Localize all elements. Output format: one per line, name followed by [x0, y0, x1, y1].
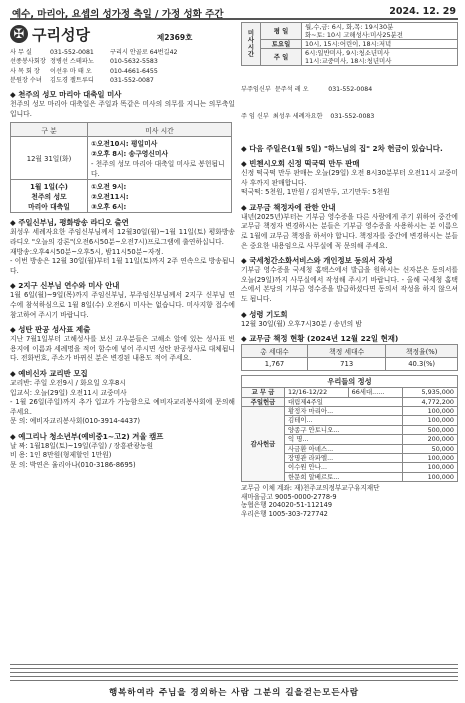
- contact-row: [10, 76, 235, 85]
- contact-row: [10, 67, 235, 76]
- mass-item: ③오후 6시:: [91, 203, 127, 212]
- cross-icon: ✠: [10, 25, 28, 43]
- donor-name: 양종구 안토니오...: [285, 425, 403, 434]
- offering-table: [241, 375, 458, 482]
- mass-schedule: [241, 22, 458, 66]
- parish-logo: [10, 22, 235, 46]
- donor-name: 장명관 라파엘...: [285, 453, 403, 462]
- section-title: ◆ 국세청간소화서비스와 개인정보 동의서 작성: [241, 256, 393, 266]
- section-second-collection: [241, 144, 458, 154]
- section-title: ◆ 예그리나 청소년부(예비중1~고2) 겨울 캠프: [10, 431, 164, 441]
- section-body: 12월 30일(월) 오후7시30분 / 송년의 밤: [241, 319, 362, 328]
- mass-row-label: 12월 31일(화): [11, 137, 88, 180]
- donor-name: 한문희 알베르토...: [285, 472, 403, 481]
- mass-table: [10, 122, 232, 213]
- donor-amount: 100,000: [403, 472, 458, 481]
- section-camp: [10, 432, 235, 471]
- offering-label: 교 무 금: [242, 388, 285, 397]
- section-training: [10, 281, 235, 320]
- donor-amount: 50,000: [403, 444, 458, 453]
- stat-header: 책정율(%): [386, 345, 458, 358]
- donor-name: 익 명...: [285, 435, 403, 444]
- contact-cell: 이선우 마 태 오: [50, 67, 92, 75]
- stat-value: 1,767: [242, 358, 308, 371]
- hymn-footer: [10, 656, 458, 698]
- section-body: 최성우 세례자요한 주임신부님께서 12월30일(월)~1월 11일(토) 평화방송 라디오 "오늘의 강론"(오전6시50분~오전7시)프로그램에 출연하십니다. 재방송:오후4시50분~오후5시, 밤11시50분~자정. - 이번 방송은 12월 30일(월)부터 1월 11일(토)까지 2주 연속으로 방송됩니다.: [10, 228, 235, 275]
- donor-amount: 100,000: [403, 406, 458, 415]
- section-title: ◆ 2지구 신부님 연수와 미사 안내: [10, 281, 120, 291]
- thanks-row: [242, 406, 458, 415]
- hymn-lyric: 행복하여라 주님을 경외하는 사람 그분의 길을걷는모든사람: [108, 688, 360, 698]
- section-body: 1월 6일(월)~9일(목)까지 주임신부님, 부주임신부님께서 2지구 신부님 연수에 참석하심으로 1월 8일(수) 오전6시 미사는 없습니다. 미사지향 접수에 참고하여 주시기 바랍니다.: [10, 291, 235, 319]
- offering-period: 12/16-12/22: [285, 388, 349, 397]
- section-title: ◆ 주일신부님, 평화방송 라디오 출연: [10, 218, 129, 228]
- section-title: ◆ 교무금 책정 현황 (2024년 12월 22일 현재): [241, 334, 399, 344]
- issue-number: 제2369호: [157, 33, 193, 42]
- offering-amount: 5,935,000: [403, 388, 458, 397]
- contact-row: [10, 57, 235, 66]
- schedule-side-label: 미사시간: [242, 23, 261, 66]
- donor-amount: 200,000: [403, 435, 458, 444]
- contact-cell: 정병선 스테파노: [50, 58, 94, 66]
- donor-amount: 100,000: [403, 463, 458, 472]
- mass-item: - 천주의 성모 마리아 대축일 미사로 봉헌됩니다.: [91, 160, 225, 179]
- contact-row: [10, 48, 235, 57]
- section-title: ◆ 천주의 성모 마리아 대축일 미사: [10, 90, 122, 100]
- donor-name: 이수원 안나...: [285, 463, 403, 472]
- parish-name: 구리성당: [32, 25, 90, 44]
- donor-name: 황정자 마리아...: [285, 406, 403, 415]
- contact-cell: 구리시 안골로 64번길42: [110, 49, 178, 56]
- mass-item: ②오후 8시: 송구영신미사: [91, 150, 169, 159]
- contact-cell: 사 목 회 장: [10, 67, 40, 75]
- schedule-text: 6시:일반미사, 9시:청소년미사 11시:교중미사, 18시:청년미사: [302, 49, 458, 66]
- contact-cell: 031-552-0087: [110, 76, 154, 84]
- section-title: ◆ 예비신자 교리반 모집: [10, 368, 88, 378]
- clergy-contacts: [241, 67, 458, 139]
- mass-col-header: 구 분: [11, 123, 88, 137]
- mass-item: ①오전 9시:: [91, 183, 127, 192]
- stat-value: 40.3(%): [386, 358, 458, 371]
- section-title: ◆ 다음 주일은(1월 5일) "하느님의 집" 2차 헌금이 있습니다.: [241, 144, 443, 153]
- section-pledge-notice: [241, 203, 458, 251]
- stat-value: 713: [308, 358, 386, 371]
- contact-cell: 사 무 실: [10, 49, 32, 56]
- section-title: ◆ 빈첸시오회 신정 떡국떡 만두 판매: [241, 159, 360, 168]
- section-body: 날 짜: 1월18일(토)~19일(주일) / 장흥관광농원 비 용: 1인 8만원(형제할인 1만원) 문 의: 박연은 율리아나(010-3186-8695): [10, 441, 154, 470]
- parish-contacts: [10, 48, 235, 85]
- contact-cell: 김도경 젤트루디: [50, 76, 94, 84]
- schedule-text: 월,수,금: 6시, 화,목: 19시30분 화~토: 10시 고해성사:미사25분전: [302, 23, 458, 40]
- contact-line: 주 임 신부 최성우 세례자요한 031-552-0083: [241, 113, 375, 120]
- mass-item: ①오전10시: 평일미사: [91, 140, 158, 149]
- section-title: ◆ 성탄 판공 성사표 제출: [10, 325, 91, 335]
- page-title: 예수, 마리아, 요셉의 성가정 축일 / 가정 성화 주간: [12, 9, 224, 20]
- contact-cell: 분원장 수녀: [10, 76, 42, 84]
- header-bar: [10, 6, 458, 20]
- contact-cell: 010-5632-5583: [110, 58, 158, 66]
- mass-row-times: [88, 180, 232, 213]
- stat-header: 총 세대수: [242, 345, 308, 358]
- offering-note: 66세대......: [348, 388, 403, 397]
- section-radio: [10, 218, 235, 276]
- section-body: 천주의 성모 마리아 대축일은 주일과 똑같은 미사의 의무를 지니는 의무축일 입니다.: [10, 100, 235, 118]
- section-body: 기부금 영수증을 국세청 홈택스에서 발급을 원하시는 신자분은 동의서를 오늘(29일)까지 사무실에서 작성해 주시기 바랍니다. - 올해 국세청 홈택스에서 본당의 기부금 영수증을 발급하셨다면 동의서 작성을 하지 않으셔도 됩니다.: [241, 266, 458, 303]
- schedule-label: 평 일: [261, 23, 302, 40]
- left-column: [10, 22, 235, 471]
- offering-label: 주일헌금: [242, 397, 285, 406]
- schedule-label: 주 일: [261, 49, 302, 66]
- mass-col-header: 미사 시간: [88, 123, 232, 137]
- offering-amount: 4,772,200: [403, 397, 458, 406]
- mass-item: ②오전11시:: [91, 193, 129, 202]
- donor-amount: 100,000: [403, 453, 458, 462]
- offering-period: 대림제4주일: [285, 397, 403, 406]
- thanks-offerings: [242, 406, 458, 481]
- donor-name: 사금환 아녜스...: [285, 444, 403, 453]
- section-rice-cake: [241, 159, 458, 198]
- stat-header: 책정 세대수: [308, 345, 386, 358]
- music-staff: [10, 664, 458, 684]
- donor-amount: 500,000: [403, 425, 458, 434]
- contact-cell: 010-4661-6455: [110, 67, 158, 75]
- donor-amount: 100,000: [403, 416, 458, 425]
- section-title: ◆ 성령 기도회: [241, 309, 288, 319]
- section-prayer: [241, 310, 458, 330]
- contact-cell: 선종봉사회장: [10, 58, 46, 66]
- section-pledge-status: [241, 334, 458, 371]
- mass-row-times: [88, 137, 232, 180]
- section-body: 교리반: 주일 오전9시 / 화요일 오후8시 입교식: 오늘(29일) 오전11시 교중미사 - 1월 26일(주일)까지 추가 입교가 가능함으로 예비자교리봉사회에 문의해 주세요. 문 의: 예비자교리봉사회(010-3914-4437): [10, 378, 235, 426]
- right-column: [241, 22, 458, 519]
- section-body: 내년(2025년)부터는 기부금 영수증을 다른 사람에게 주기 위하여 중간에 교무금 책정자 변경하시는 분들은 기부금 영수증을 사용하시는 분 이름으로 1월에 교무금 책정을 하셔야 합니다. 책정자를 중간에 변경하시는 분들은 중요한 내용임으로 사무실에 꼭 문의해 주세요.: [241, 212, 458, 250]
- section-catechumen: [10, 369, 235, 427]
- section-title: ◆ 교무금 책정자에 관한 안내: [241, 202, 336, 212]
- bank-accounts: 교무금 이체 계좌: 재)천주교의정부교구유지재단 새마을금고 9005-0000-2778-9 농협은행 204020-51-112149 우리은행 1005-303-727742: [241, 484, 380, 518]
- issue-date: 2024. 12. 29: [389, 6, 456, 17]
- section-confession: [10, 325, 235, 364]
- offering-title: 우리들의 정성: [242, 376, 458, 388]
- donor-name: 김테이...: [285, 416, 403, 425]
- section-tax: [241, 256, 458, 304]
- section-feast: [10, 90, 235, 213]
- section-body: 신정 떡국떡 만두 판매는 오늘(29일) 오전 8시30분부터 오전11시 교중미사 후까지 판매합니다. 떡국떡: 5천원, 1만원 / 김치만두, 고기만두: 5천원: [241, 169, 459, 197]
- contact-line: 부주임신부 문주석 레 오 031-552-0084: [241, 86, 373, 93]
- pledge-table: [241, 344, 458, 371]
- section-body: 지난 7월1일부터 고해성사를 보신 교우분들은 고해소 앞에 있는 성사표 빈 용지에 이름과 세례명을 적어 함수에 넣어 주시면 성탄 판공성사로 대체됩니다. 전화번호, 주소가 바뀌신 분은 변경된 내용도 적어 주세요.: [10, 335, 235, 363]
- schedule-label: 토요일: [261, 40, 302, 49]
- contact-cell: 031-552-0081: [50, 49, 94, 56]
- mass-row-label: 1월 1일(수) 천주의 성모 마리아 대축일: [11, 180, 88, 213]
- schedule-text: 10시, 15시:어린이, 18시:저녁: [302, 40, 458, 49]
- thanks-label: 감사헌금: [242, 406, 285, 481]
